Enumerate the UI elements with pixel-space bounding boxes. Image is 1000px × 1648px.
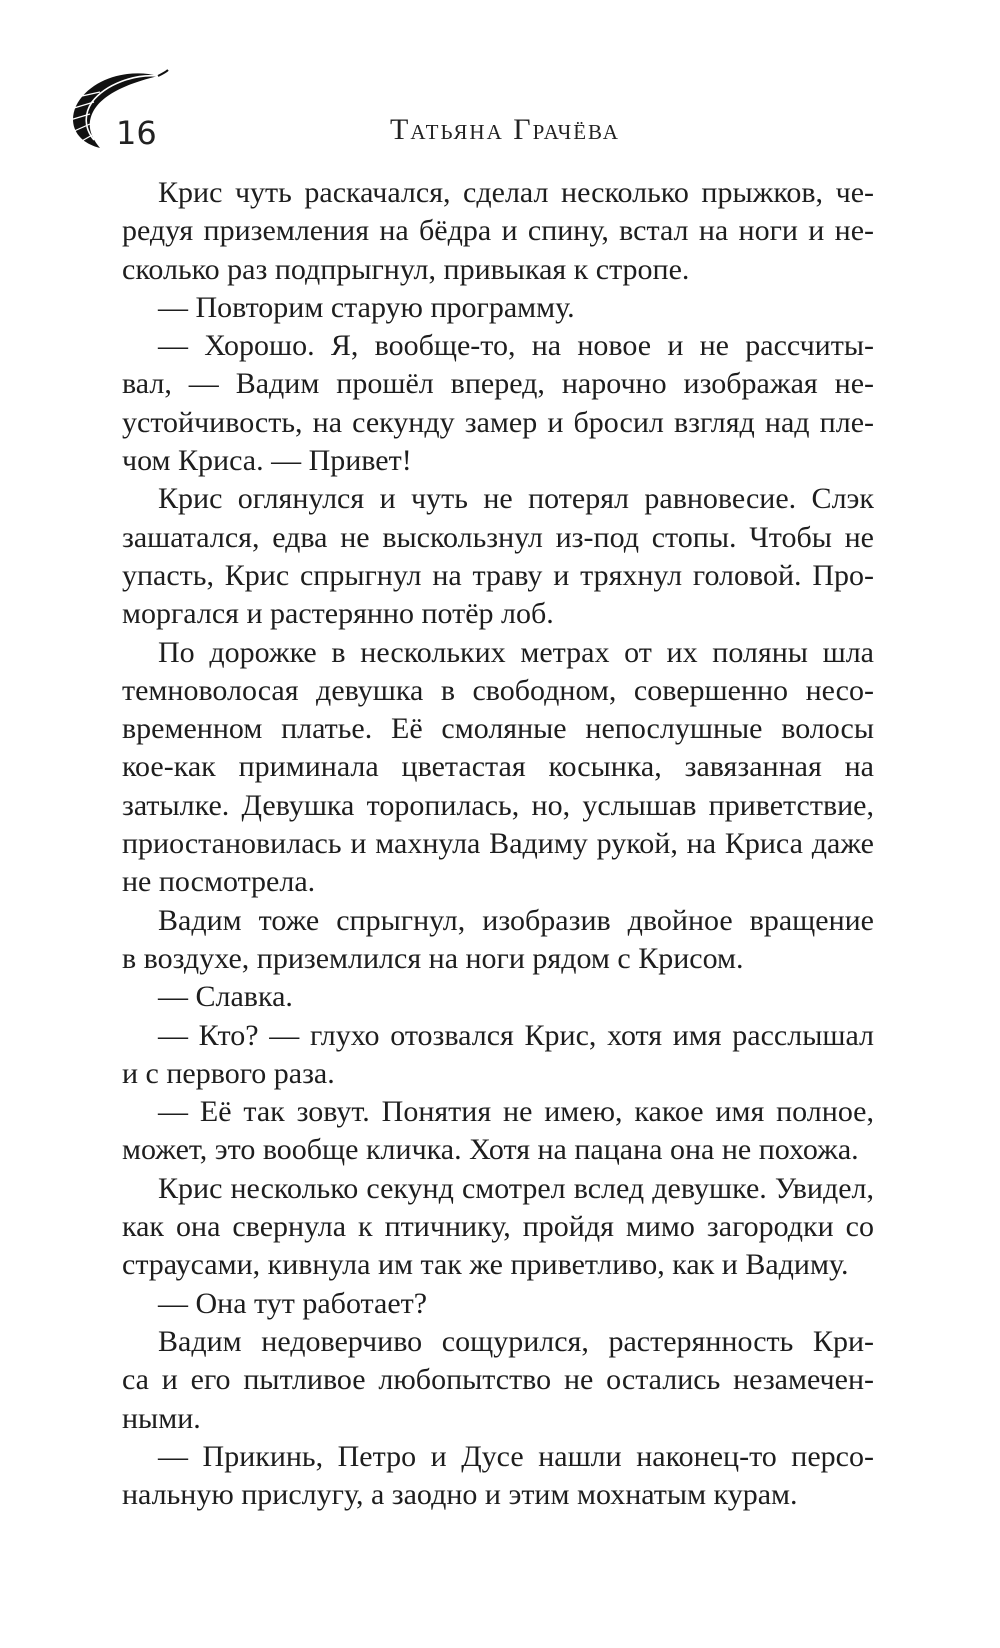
body-text [122, 174, 874, 1514]
text-line: темноволосая девушка в свободном, совершенно несо- [122, 673, 874, 707]
text-line: зашатался, едва не выскользнул из-под стопы. Чтобы не [122, 520, 874, 554]
text-line: упасть, Крис спрыгнул на траву и тряхнул головой. Про- [122, 558, 874, 592]
text-line: нальную прислугу, а заодно и этим мохнатым курам. [122, 1478, 798, 1512]
text-line: не посмотрела. [122, 865, 316, 899]
text-line: са и его пытливое любопытство не остались незамечен- [122, 1363, 874, 1397]
text-line: ными. [122, 1401, 201, 1435]
text-line: — Её так зовут. Понятия не имею, какое имя полное, [158, 1095, 874, 1129]
text-line: Крис несколько секунд смотрел вслед девушке. Увидел, [158, 1171, 874, 1205]
text-line: редуя приземления на бёдра и спину, встал на ноги и не- [122, 214, 874, 248]
text-line: — Прикинь, Петро и Дусе нашли наконец-то персо- [158, 1439, 874, 1473]
text-line: Вадим тоже спрыгнул, изобразив двойное вращение [158, 903, 874, 937]
text-line: — Повторим старую программу. [158, 290, 575, 324]
text-line: затылке. Девушка торопилась, но, услышав приветствие, [122, 788, 874, 822]
text-line: — Хорошо. Я, вообще-то, на новое и не рассчиты- [158, 329, 874, 363]
text-line: приостановилась и махнула Вадиму рукой, на Криса даже [122, 827, 874, 861]
text-line: Вадим недоверчиво сощурился, растерянность Кри- [158, 1324, 874, 1358]
text-line: может, это вообще кличка. Хотя на пацана она не похожа. [122, 1133, 859, 1167]
text-line: Крис оглянулся и чуть не потерял равновесие. Слэк [158, 482, 874, 516]
text-line: страусами, кивнула им так же приветливо, как и Вадиму. [122, 1248, 849, 1282]
text-line: вал, — Вадим прошёл вперед, нарочно изображая не- [122, 367, 874, 401]
running-header-author: Татьяна Грачёва [390, 113, 620, 146]
text-line: — Славка. [158, 980, 293, 1014]
text-line: устойчивость, на секунду замер и бросил взгляд над пле- [122, 405, 874, 439]
text-line: — Кто? — глухо отозвался Крис, хотя имя расслышал [158, 1018, 874, 1052]
text-line: сколько раз подпрыгнул, привыкая к стропе. [122, 252, 690, 286]
page-header [0, 0, 1000, 170]
text-line: чом Криса. — Привет! [122, 444, 412, 478]
text-line: По дорожке в нескольких метрах от их поляны шла [158, 635, 874, 669]
text-line: моргался и растерянно потёр лоб. [122, 597, 554, 631]
text-line: как она свернула к птичнику, пройдя мимо загородки со [122, 1210, 874, 1244]
text-line: — Она тут работает? [158, 1286, 428, 1320]
page-number: 16 [116, 114, 157, 152]
text-line: кое-как приминала цветастая косынка, завязанная на [122, 750, 874, 784]
text-line: и с первого раза. [122, 1056, 335, 1090]
text-line: временном платье. Её смоляные непослушные волосы [122, 712, 874, 746]
text-line: Крис чуть раскачался, сделал несколько прыжков, че- [158, 176, 874, 209]
text-line: в воздухе, приземлился на ноги рядом с Крисом. [122, 941, 744, 975]
